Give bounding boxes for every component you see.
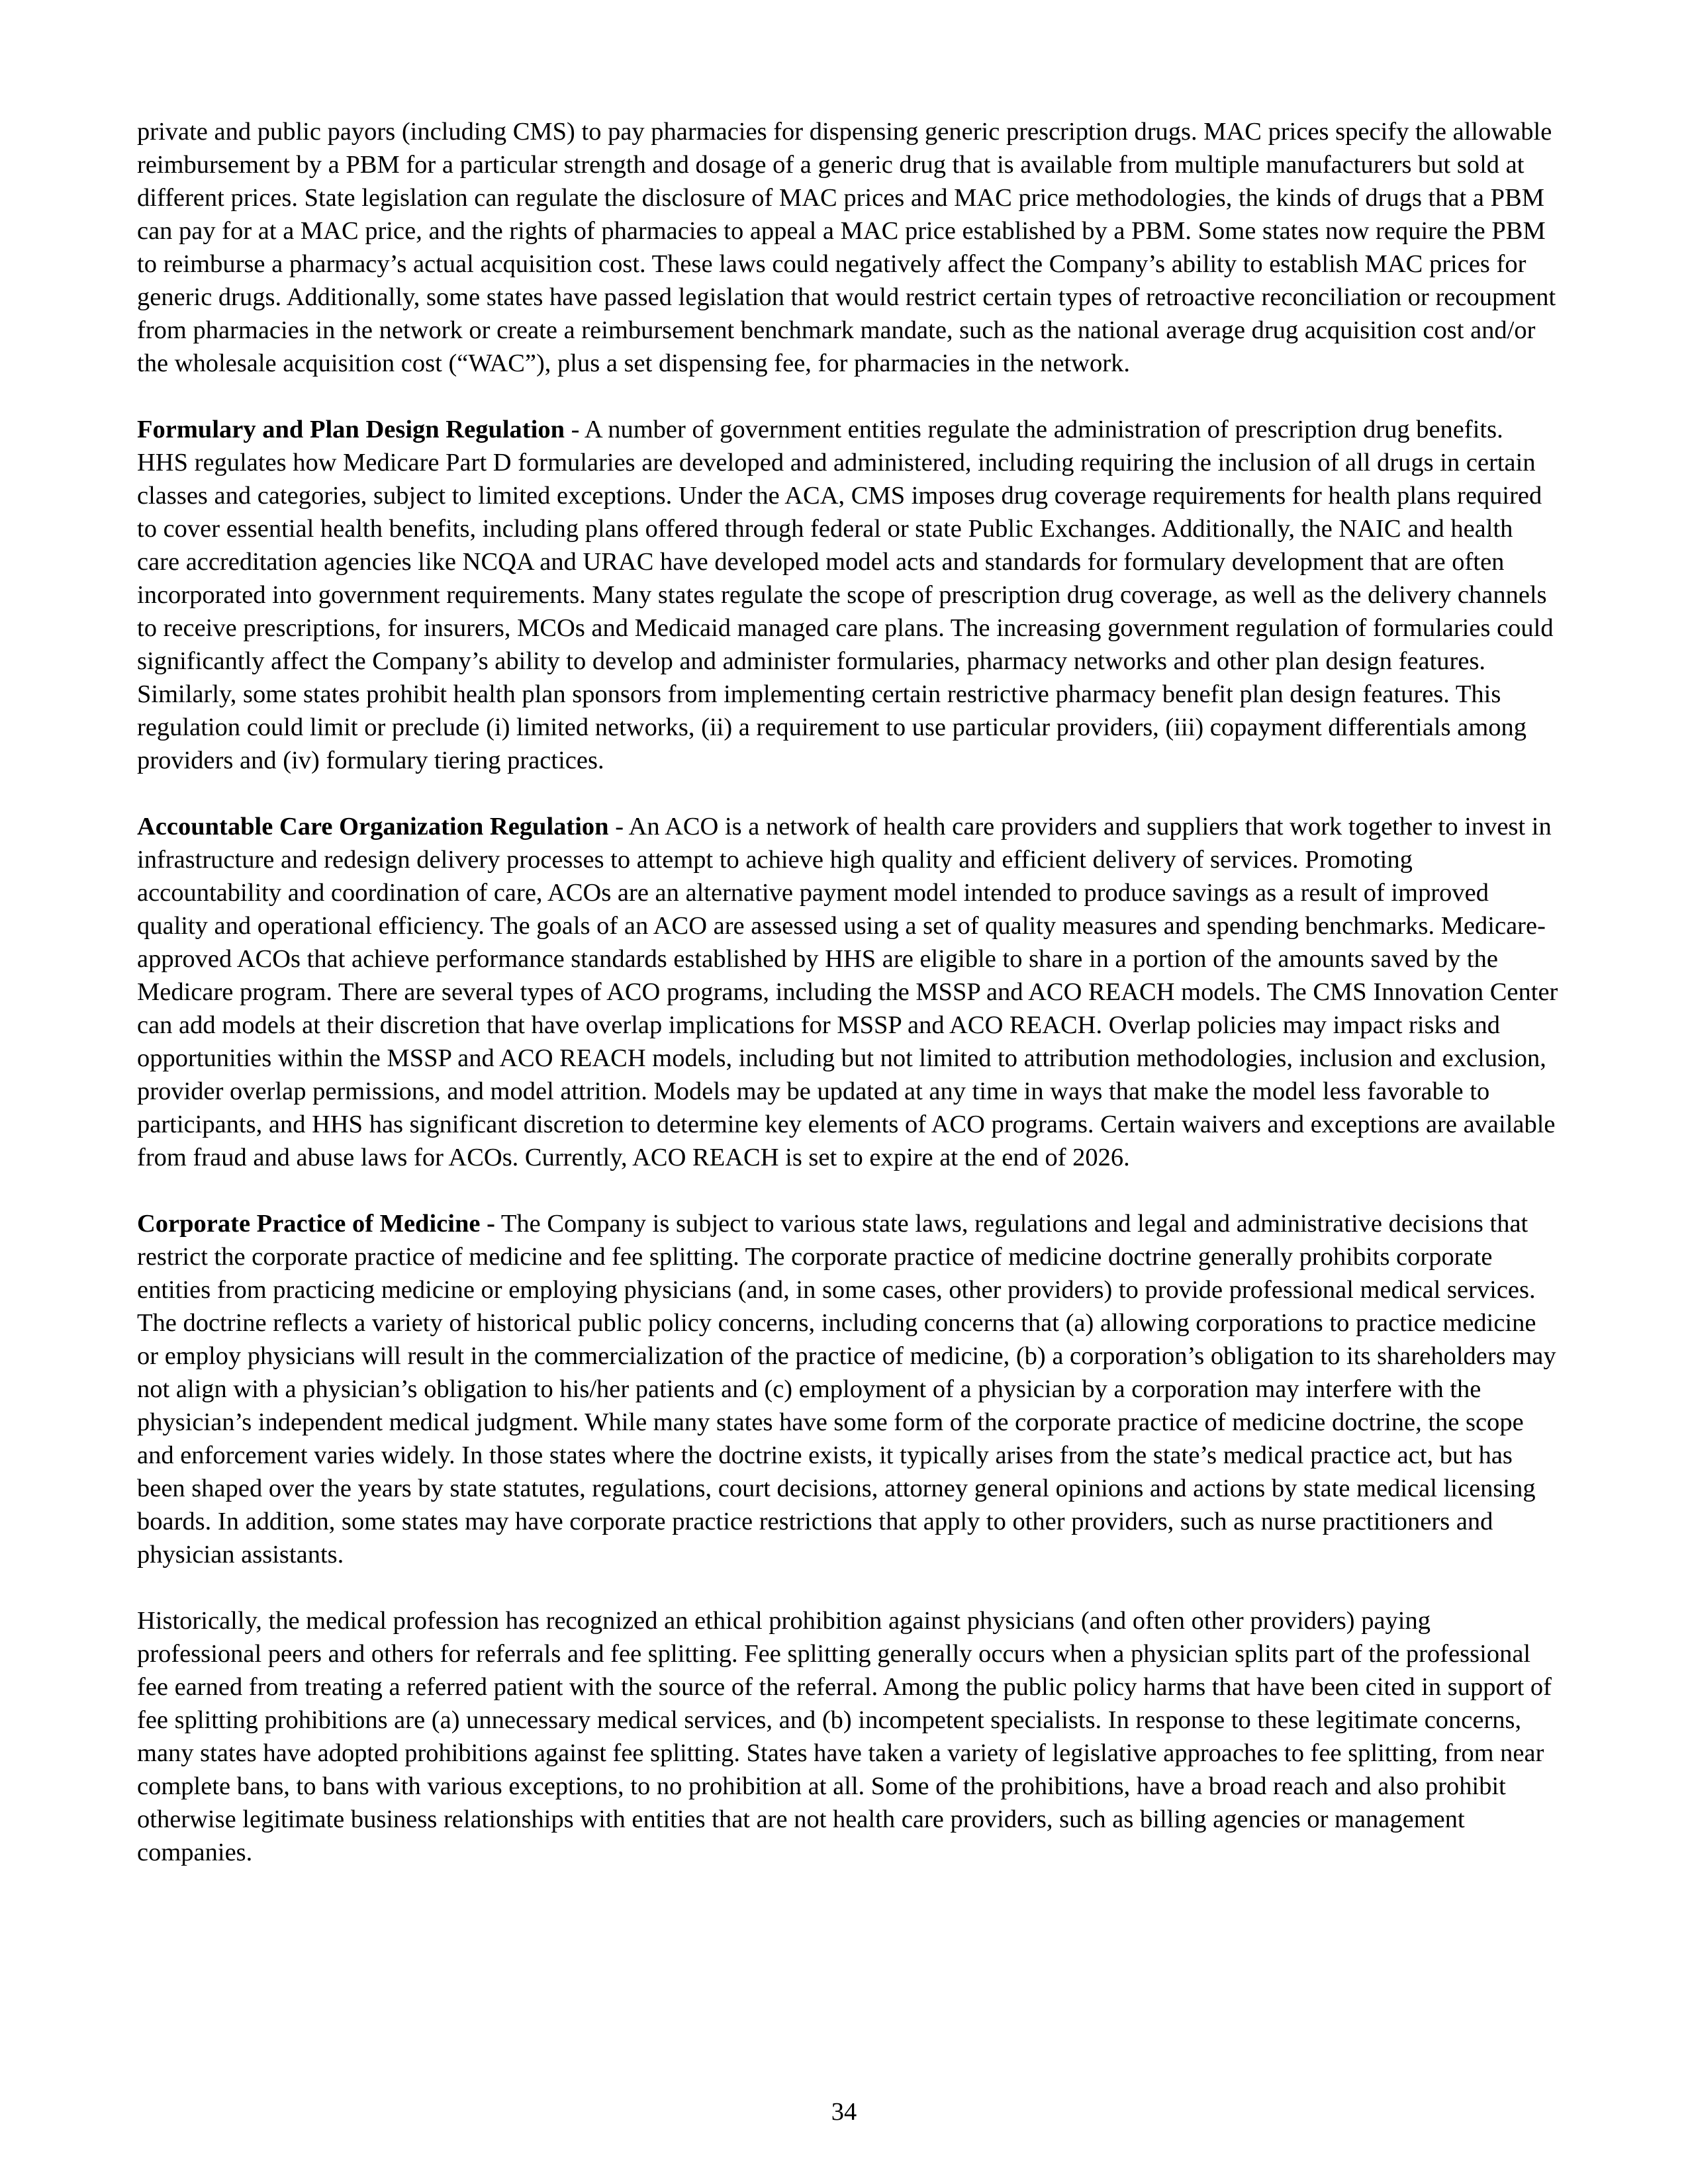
section-heading: Accountable Care Organization Regulation [137, 813, 609, 841]
section-heading: Formulary and Plan Design Regulation [137, 416, 565, 443]
paragraph-text: The Company is subject to various state laws, regulations and legal and administrative decisions that restrict the corporate practice of medicine and fee splitting. The corporate practice of medicine doctrine generally prohibits corporate entities from practicing medicine or employing physicians (and, in some cases, other providers) to provide professional medical services. The doctrine reflects a variety of historical public policy concerns, including concerns that (a) allowing corporations to practice medicine or employ physicians will result in the commercialization of the practice of medicine, (b) a corporation’s obligation to its shareholders may not align with a physician’s obligation to his/her patients and (c) employment of a physician by a corporation may interfere with the physician’s independent medical judgment. While many states have some form of the corporate practice of medicine doctrine, the scope and enforcement varies widely. In those states where the doctrine exists, it typically arises from the state’s medical practice act, but has been shaped over the years by state statutes, regulations, court decisions, attorney general opinions and actions by state medical licensing boards. In addition, some states may have corporate practice restrictions that apply to other providers, such as nurse practitioners and physician assistants. [137, 1210, 1556, 1569]
paragraph-text: - A number of government entities regulate the administration of prescription drug benefits. HHS regulates how Medicare Part D formularies are developed and administered, including requiring the inclusion of all drugs in certain classes and categories, subject to limited exceptions. Under the ACA, CMS imposes drug coverage requirements for health plans required to cover essential health benefits, including plans offered through federal or state Public Exchanges. Additionally, the NAIC and health care accreditation agencies like NCQA and URAC have developed model acts and standards for formulary development that are often incorporated into government requirements. Many states regulate the scope of prescription drug coverage, as well as the delivery channels to receive prescriptions, for insurers, MCOs and Medicaid managed care plans. The increasing government regulation of formularies could significantly affect the Company’s ability to develop and administer formularies, pharmacy networks and other plan design features. Similarly, some states prohibit health plan sponsors from implementing certain restrictive pharmacy benefit plan design features. This regulation could limit or preclude (i) limited networks, (ii) a requirement to use particular providers, (iii) copayment differentials among providers and (iv) formulary tiering practices. [137, 416, 1554, 774]
paragraph-fee-splitting [137, 1604, 1560, 1869]
paragraph-formulary-regulation [137, 413, 1560, 777]
document-body [137, 115, 1560, 1902]
paragraph-aco-regulation [137, 810, 1560, 1174]
paragraph-mac-pricing [137, 115, 1560, 380]
paragraph-text: - An ACO is a network of health care providers and suppliers that work together to invest in infrastructure and redesign delivery processes to attempt to achieve high quality and efficient delivery of services. Promoting accountability and coordination of care, ACOs are an alternative payment model intended to produce savings as a result of improved quality and operational efficiency. The goals of an ACO are assessed using a set of quality measures and spending benchmarks. Medicare-approved ACOs that achieve performance standards established by HHS are eligible to share in a portion of the amounts saved by the Medicare program. There are several types of ACO programs, including the MSSP and ACO REACH models. The CMS Innovation Center can add models at their discretion that have overlap implications for MSSP and ACO REACH. Overlap policies may impact risks and opportunities within the MSSP and ACO REACH models, including but not limited to attribution methodologies, inclusion and exclusion, provider overlap permissions, and model attrition. Models may be updated at any time in ways that make the model less favorable to participants, and HHS has significant discretion to determine key elements of ACO programs. Certain waivers and exceptions are available from fraud and abuse laws for ACOs. Currently, ACO REACH is set to expire at the end of 2026. [137, 813, 1558, 1171]
paragraph-text: Historically, the medical profession has recognized an ethical prohibition against physicians (and often other providers) paying professional peers and others for referrals and fee splitting. Fee splitting generally occurs when a physician splits part of the professional fee earned from treating a referred patient with the source of the referral. Among the public policy harms that have been cited in support of fee splitting prohibitions are (a) unnecessary medical services, and (b) incompetent specialists. In response to these legitimate concerns, many states have adopted prohibitions against fee splitting. States have taken a variety of legislative approaches to fee splitting, from near complete bans, to bans with various exceptions, to no prohibition at all. Some of the prohibitions, have a broad reach and also prohibit otherwise legitimate business relationships with entities that are not health care providers, such as billing agencies or management companies. [137, 1607, 1552, 1866]
paragraph-text: private and public payors (including CMS) to pay pharmacies for dispensing generic prescription drugs. MAC prices specify the allowable reimbursement by a PBM for a particular strength and dosage of a generic drug that is available from multiple manufacturers but sold at different prices. State legislation can regulate the disclosure of MAC prices and MAC price methodologies, the kinds of drugs that a PBM can pay for at a MAC price, and the rights of pharmacies to appeal a MAC price established by a PBM. Some states now require the PBM to reimburse a pharmacy’s actual acquisition cost. These laws could negatively affect the Company’s ability to establish MAC prices for generic drugs. Additionally, some states have passed legislation that would restrict certain types of retroactive reconciliation or recoupment from pharmacies in the network or create a reimbursement benchmark mandate, such as the national average drug acquisition cost and/or the wholesale acquisition cost (“WAC”), plus a set dispensing fee, for pharmacies in the network. [137, 118, 1556, 377]
page-number: 34 [831, 2098, 857, 2126]
section-heading: Corporate Practice of Medicine - [137, 1210, 495, 1238]
paragraph-corporate-practice [137, 1207, 1560, 1571]
